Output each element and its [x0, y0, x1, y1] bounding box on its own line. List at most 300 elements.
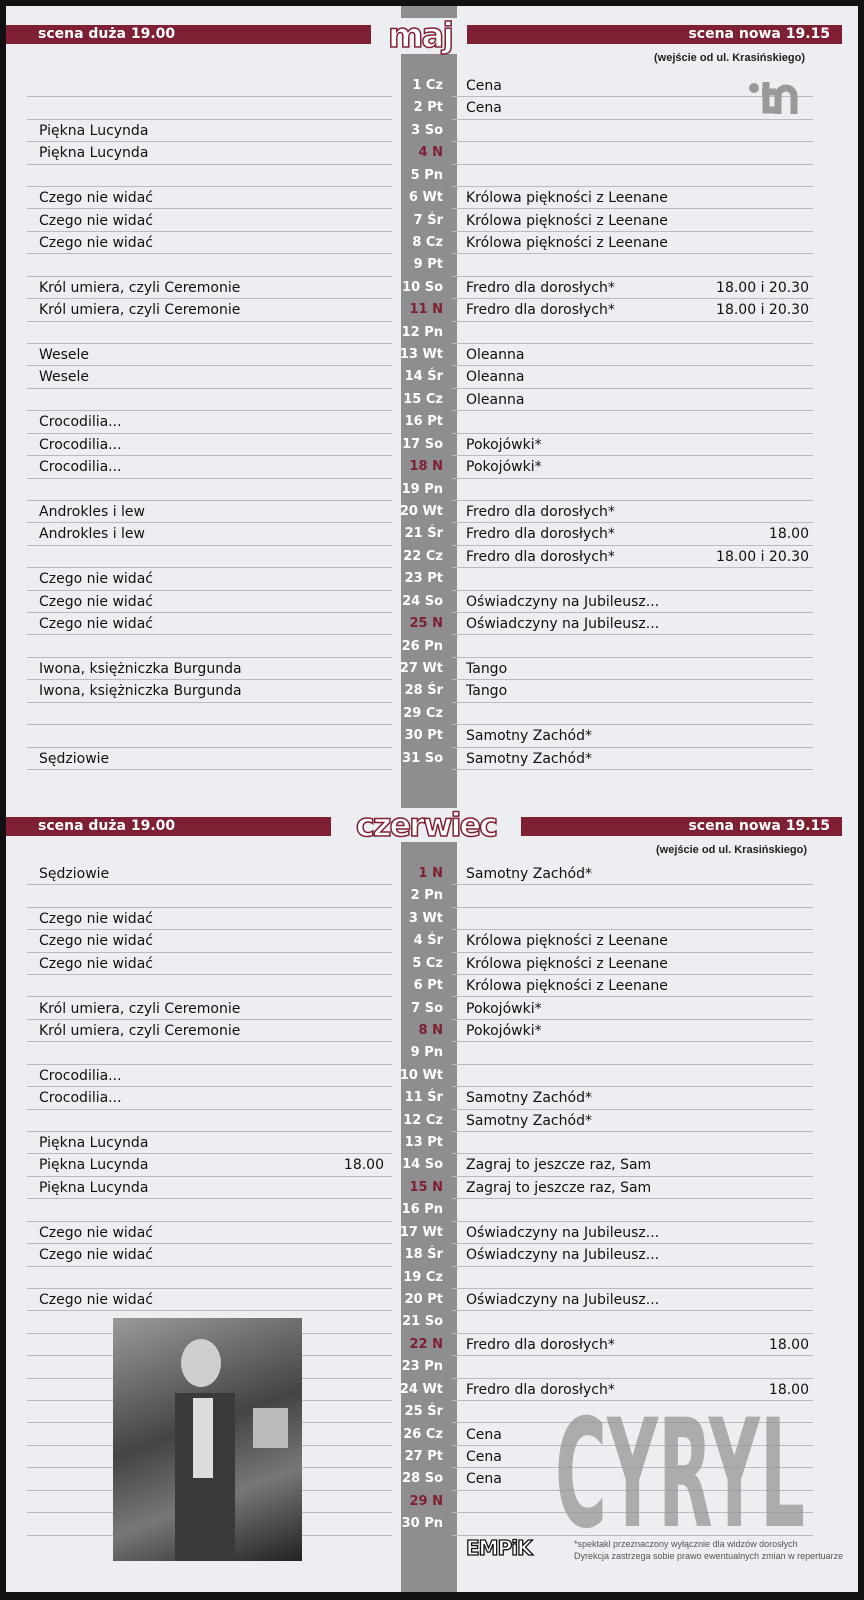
- scena-nowa-cell: [452, 1267, 813, 1289]
- right-show: Oświadczyny na Jubileusz...: [466, 616, 660, 633]
- scena-nowa-cell: [452, 613, 813, 635]
- scena-nowa-cell: [452, 165, 813, 187]
- date-label: 31 So: [402, 750, 443, 766]
- date-label: 14 So: [402, 1157, 443, 1173]
- right-show: Fredro dla dorosłych*: [466, 526, 615, 543]
- scena-duza-cell: [27, 1154, 392, 1176]
- left-show: Crocodilia...: [39, 1067, 122, 1084]
- schedule-row: [6, 165, 858, 187]
- date-label: 21 So: [402, 1314, 443, 1330]
- scena-duza-cell: [27, 908, 392, 930]
- scena-nowa-cell: [452, 1110, 813, 1132]
- schedule-row: [6, 479, 858, 501]
- schedule-row: [6, 389, 858, 411]
- scena-nowa-cell: [452, 523, 813, 545]
- cyryl-watermark-text: CYRYL: [555, 1414, 805, 1530]
- right-show: Pokojówki*: [466, 1000, 542, 1017]
- right-show: Pokojówki*: [466, 459, 542, 476]
- left-show: Crocodilia...: [39, 459, 122, 476]
- scena-duza-cell: [27, 725, 392, 747]
- left-show: Crocodilia...: [39, 436, 122, 453]
- right-show: Królowa piękności z Leenane: [466, 212, 668, 229]
- right-time: 18.00: [768, 1381, 809, 1398]
- scena-nowa-cell: [452, 568, 813, 590]
- footer-note: [574, 1538, 843, 1562]
- scena-nowa-cell: [452, 863, 813, 885]
- right-show: Cena: [466, 1426, 502, 1443]
- left-show: Iwona, księżniczka Burgunda: [39, 683, 242, 700]
- scena-duza-cell: [27, 1244, 392, 1266]
- right-show: Samotny Zachód*: [466, 1112, 592, 1129]
- date-label: 22 N: [409, 1336, 443, 1352]
- left-show: Czego nie widać: [39, 910, 153, 927]
- left-show: Czego nie widać: [39, 190, 153, 207]
- scena-duza-cell: [27, 591, 392, 613]
- date-label: 28 So: [402, 1471, 443, 1487]
- left-show: Czego nie widać: [39, 1224, 153, 1241]
- left-show: Król umiera, czyli Ceremonie: [39, 1022, 241, 1039]
- scena-duza-cell: [27, 636, 392, 658]
- actor-photo: [113, 1318, 302, 1561]
- june-left-header: scena duża 19.00: [6, 817, 336, 836]
- left-show: Androkles i lew: [39, 526, 145, 543]
- date-label: 2 Pt: [413, 100, 443, 116]
- scena-nowa-cell: [452, 479, 813, 501]
- date-label: 11 N: [409, 302, 443, 318]
- scena-nowa-cell: [452, 187, 813, 209]
- may-left-header: scena duża 19.00: [6, 25, 371, 44]
- scena-nowa-cell: [452, 299, 813, 321]
- scena-duza-cell: [27, 885, 392, 907]
- scena-nowa-cell: [452, 322, 813, 344]
- scena-duza-cell: [27, 411, 392, 433]
- left-show: Piękna Lucynda: [39, 1157, 149, 1174]
- scena-nowa-cell: [452, 1020, 813, 1042]
- date-label: 20 Wt: [399, 503, 443, 519]
- scena-nowa-cell: [452, 1199, 813, 1221]
- left-show: Czego nie widać: [39, 593, 153, 610]
- right-show: Samotny Zachód*: [466, 728, 592, 745]
- date-label: 5 Cz: [412, 955, 443, 971]
- scena-duza-cell: [27, 389, 392, 411]
- scena-duza-cell: [27, 456, 392, 478]
- scena-nowa-cell: [452, 142, 813, 164]
- schedule-row: [6, 568, 858, 590]
- right-show: Fredro dla dorosłych*: [466, 1336, 615, 1353]
- right-show: Cena: [466, 100, 502, 117]
- right-show: Fredro dla dorosłych*: [466, 503, 615, 520]
- right-show: Samotny Zachód*: [466, 750, 592, 767]
- scena-nowa-cell: [452, 885, 813, 907]
- right-show: Królowa piękności z Leenane: [466, 234, 668, 251]
- footer-disclaimer: Dyrekcja zastrzega sobie prawo ewentualnych zmian w repertuarze: [574, 1551, 844, 1561]
- date-label: 10 Wt: [399, 1067, 443, 1083]
- date-label: 16 Pt: [404, 414, 443, 430]
- scena-nowa-cell: [452, 930, 813, 952]
- date-label: 4 Śr: [413, 933, 443, 949]
- right-show: Tango: [466, 660, 508, 677]
- schedule-row: [6, 75, 858, 97]
- scena-nowa-cell: [452, 254, 813, 276]
- may-entrance-note: (wejście od ul. Krasińskiego): [654, 52, 805, 64]
- right-time: 18.00 i 20.30: [716, 302, 809, 319]
- june-right-header: scena nowa 19.15: [518, 817, 842, 836]
- scena-nowa-cell: [452, 389, 813, 411]
- scena-nowa-cell: [452, 998, 813, 1020]
- scena-nowa-cell: [452, 725, 813, 747]
- right-show: Królowa piękności z Leenane: [466, 978, 668, 995]
- scena-nowa-cell: [452, 658, 813, 680]
- schedule-row: [6, 210, 858, 232]
- date-label: 22 Cz: [403, 548, 443, 564]
- scena-duza-cell: [27, 1065, 392, 1087]
- date-label: 3 So: [411, 122, 443, 138]
- schedule-row: [6, 254, 858, 276]
- schedule-row: [6, 908, 858, 930]
- left-show: Androkles i lew: [39, 503, 145, 520]
- right-time: 18.00: [768, 1336, 809, 1353]
- left-show: Król umiera, czyli Ceremonie: [39, 302, 241, 319]
- scena-duza-cell: [27, 546, 392, 568]
- scena-duza-cell: [27, 863, 392, 885]
- date-label: 13 Pt: [404, 1135, 443, 1151]
- schedule-row: [6, 1244, 858, 1266]
- schedule-row: [6, 277, 858, 299]
- date-label: 1 Cz: [412, 78, 443, 93]
- scena-nowa-cell: [452, 210, 813, 232]
- right-show: Królowa piękności z Leenane: [466, 190, 668, 207]
- date-label: 26 Cz: [403, 1426, 443, 1442]
- scena-nowa-cell: [452, 1379, 813, 1401]
- scena-nowa-cell: [452, 411, 813, 433]
- date-label: 15 Cz: [403, 391, 443, 407]
- schedule-row: [6, 546, 858, 568]
- june-entrance-note: (wejście od ul. Krasińskiego): [656, 844, 807, 856]
- left-show: Czego nie widać: [39, 1247, 153, 1264]
- date-label: 12 Pn: [401, 324, 443, 340]
- schedule-row: [6, 142, 858, 164]
- scena-nowa-cell: [452, 1334, 813, 1356]
- date-label: 21 Śr: [404, 526, 443, 542]
- schedule-row: [6, 232, 858, 254]
- scena-nowa-cell: [452, 1042, 813, 1064]
- right-show: Oleanna: [466, 347, 525, 364]
- date-label: 14 Śr: [404, 369, 443, 385]
- date-label: 18 Śr: [404, 1247, 443, 1263]
- schedule-row: [6, 120, 858, 142]
- schedule-row: [6, 366, 858, 388]
- date-label: 16 Pn: [401, 1202, 443, 1218]
- scena-nowa-cell: [452, 636, 813, 658]
- scena-duza-cell: [27, 232, 392, 254]
- schedule-row: [6, 299, 858, 321]
- scena-nowa-cell: [452, 1065, 813, 1087]
- scena-nowa-cell: [452, 1244, 813, 1266]
- scena-nowa-cell: [452, 1356, 813, 1378]
- scena-nowa-cell: [452, 546, 813, 568]
- date-label: 19 Pn: [401, 481, 443, 497]
- scena-duza-cell: [27, 501, 392, 523]
- schedule-row: [6, 411, 858, 433]
- scena-duza-cell: [27, 277, 392, 299]
- scena-duza-cell: [27, 568, 392, 590]
- scena-duza-cell: [27, 703, 392, 725]
- schedule-row: [6, 187, 858, 209]
- right-show: Cena: [466, 1448, 502, 1465]
- scena-nowa-cell: [452, 748, 813, 770]
- scena-duza-cell: [27, 1132, 392, 1154]
- schedule-row: [6, 636, 858, 658]
- date-label: 25 N: [409, 616, 443, 632]
- schedule-row: [6, 885, 858, 907]
- date-label: 29 N: [409, 1493, 443, 1509]
- left-show: Czego nie widać: [39, 933, 153, 950]
- scena-duza-cell: [27, 658, 392, 680]
- left-show: Sędziowie: [39, 866, 110, 882]
- date-label: 8 N: [418, 1022, 443, 1038]
- left-show: Wesele: [39, 347, 90, 364]
- scena-duza-cell: [27, 299, 392, 321]
- date-label: 30 Pn: [401, 1516, 443, 1532]
- left-show: Crocodilia...: [39, 414, 122, 431]
- right-show: Oświadczyny na Jubileusz...: [466, 1224, 660, 1241]
- date-label: 19 Cz: [403, 1269, 443, 1285]
- scena-nowa-cell: [452, 680, 813, 702]
- left-show: Król umiera, czyli Ceremonie: [39, 279, 241, 296]
- scena-duza-cell: [27, 1222, 392, 1244]
- scena-duza-cell: [27, 254, 392, 276]
- left-show: Czego nie widać: [39, 571, 153, 588]
- scena-duza-cell: [27, 523, 392, 545]
- scena-duza-cell: [27, 998, 392, 1020]
- left-show: Czego nie widać: [39, 1291, 153, 1308]
- may-right-header: scena nowa 19.15: [467, 25, 842, 44]
- date-label: 6 Wt: [408, 190, 443, 206]
- right-show: Samotny Zachód*: [466, 866, 592, 882]
- theatre-logo: [748, 78, 808, 122]
- date-label: 5 Pn: [410, 167, 443, 183]
- date-label: 8 Cz: [412, 234, 443, 250]
- schedule-row: [6, 1087, 858, 1109]
- right-show: Pokojówki*: [466, 436, 542, 453]
- date-label: 3 Wt: [408, 910, 443, 926]
- left-show: Sędziowie: [39, 750, 110, 767]
- scena-duza-cell: [27, 210, 392, 232]
- scena-nowa-cell: [452, 908, 813, 930]
- program-sheet: [6, 6, 858, 1592]
- scena-duza-cell: [27, 680, 392, 702]
- left-show: Czego nie widać: [39, 234, 153, 251]
- right-show: Oleanna: [466, 391, 525, 408]
- date-label: 15 N: [409, 1179, 443, 1195]
- date-label: 17 Wt: [399, 1224, 443, 1240]
- date-label: 27 Wt: [399, 660, 443, 676]
- date-label: 24 Wt: [399, 1381, 443, 1397]
- schedule-row: [6, 434, 858, 456]
- scena-duza-cell: [27, 1199, 392, 1221]
- right-show: Fredro dla dorosłych*: [466, 302, 615, 319]
- schedule-row: [6, 501, 858, 523]
- right-show: Fredro dla dorosłych*: [466, 548, 615, 565]
- scena-nowa-cell: [452, 456, 813, 478]
- date-label: 9 Pt: [413, 257, 443, 273]
- schedule-row: [6, 322, 858, 344]
- scena-nowa-cell: [452, 591, 813, 613]
- left-show: Czego nie widać: [39, 955, 153, 972]
- schedule-row: [6, 680, 858, 702]
- scena-nowa-cell: [452, 1222, 813, 1244]
- footer-adult-note: *spektakl przeznaczony wyłącznie dla widzów dorosłych: [574, 1539, 798, 1549]
- scena-duza-cell: [27, 953, 392, 975]
- left-show: Czego nie widać: [39, 616, 153, 633]
- scena-duza-cell: [27, 366, 392, 388]
- scena-duza-cell: [27, 1289, 392, 1311]
- schedule-row: [6, 1289, 858, 1311]
- empik-logo: EMPiK: [466, 1536, 532, 1560]
- date-label: 25 Śr: [404, 1404, 443, 1420]
- scena-duza-cell: [27, 120, 392, 142]
- left-show: Król umiera, czyli Ceremonie: [39, 1000, 241, 1017]
- right-show: Oświadczyny na Jubileusz...: [466, 1247, 660, 1264]
- scena-duza-cell: [27, 187, 392, 209]
- scena-nowa-cell: [452, 501, 813, 523]
- scena-duza-cell: [27, 1267, 392, 1289]
- left-show: Piękna Lucynda: [39, 1135, 149, 1152]
- right-show: Królowa piękności z Leenane: [466, 955, 668, 972]
- date-label: 28 Śr: [404, 683, 443, 699]
- right-time: 18.00: [768, 526, 809, 543]
- scena-nowa-cell: [452, 1132, 813, 1154]
- scena-nowa-cell: [452, 703, 813, 725]
- schedule-row: [6, 1267, 858, 1289]
- scena-duza-cell: [27, 1042, 392, 1064]
- right-show: Królowa piękności z Leenane: [466, 933, 668, 950]
- date-label: 7 So: [411, 1000, 443, 1016]
- scena-nowa-cell: [452, 120, 813, 142]
- right-show: Cena: [466, 1471, 502, 1488]
- left-show: Piękna Lucynda: [39, 122, 149, 139]
- date-label: 1 N: [418, 866, 443, 881]
- schedule-row: [6, 658, 858, 680]
- schedule-row: [6, 1020, 858, 1042]
- schedule-row: [6, 344, 858, 366]
- scena-duza-cell: [27, 75, 392, 97]
- date-label: 6 Pt: [413, 978, 443, 994]
- date-label: 23 Pn: [401, 1359, 443, 1375]
- cyryl-watermark: [555, 1414, 807, 1530]
- schedule-row: [6, 97, 858, 119]
- right-show: Tango: [466, 683, 508, 700]
- scena-duza-cell: [27, 97, 392, 119]
- date-label: 10 So: [402, 279, 443, 295]
- scena-nowa-cell: [452, 1177, 813, 1199]
- left-time: 18.00: [343, 1157, 384, 1174]
- right-show: Samotny Zachód*: [466, 1090, 592, 1107]
- date-label: 24 So: [402, 593, 443, 609]
- scena-duza-cell: [27, 1110, 392, 1132]
- scena-duza-cell: [27, 975, 392, 997]
- date-label: 27 Pt: [404, 1448, 443, 1464]
- date-label: 23 Pt: [404, 571, 443, 587]
- schedule-row: [6, 1042, 858, 1064]
- schedule-row: [6, 953, 858, 975]
- scena-nowa-cell: [452, 366, 813, 388]
- date-label: 18 N: [409, 459, 443, 475]
- right-show: Oleanna: [466, 369, 525, 386]
- schedule-row: [6, 1110, 858, 1132]
- date-label: 7 Śr: [413, 212, 443, 228]
- scena-nowa-cell: [452, 1154, 813, 1176]
- right-show: Fredro dla dorosłych*: [466, 279, 615, 296]
- schedule-row: [6, 863, 858, 885]
- date-label: 29 Cz: [403, 705, 443, 721]
- right-show: Oświadczyny na Jubileusz...: [466, 593, 660, 610]
- date-label: 20 Pt: [404, 1291, 443, 1307]
- date-label: 4 N: [418, 145, 443, 161]
- scena-nowa-cell: [452, 344, 813, 366]
- schedule-row: [6, 613, 858, 635]
- scena-duza-cell: [27, 613, 392, 635]
- right-show: Zagraj to jeszcze raz, Sam: [466, 1179, 652, 1196]
- scena-nowa-cell: [452, 975, 813, 997]
- scena-nowa-cell: [452, 1289, 813, 1311]
- right-show: Zagraj to jeszcze raz, Sam: [466, 1157, 652, 1174]
- date-label: 26 Pn: [401, 638, 443, 654]
- schedule-row: [6, 1154, 858, 1176]
- may-title: maj: [380, 18, 460, 54]
- schedule-row: [6, 975, 858, 997]
- left-show: Czego nie widać: [39, 212, 153, 229]
- schedule-row: [6, 703, 858, 725]
- schedule-row: [6, 1199, 858, 1221]
- schedule-row: [6, 591, 858, 613]
- scena-duza-cell: [27, 322, 392, 344]
- june-title: czerwiec: [331, 808, 521, 842]
- schedule-row: [6, 456, 858, 478]
- scena-duza-cell: [27, 434, 392, 456]
- schedule-row: [6, 1065, 858, 1087]
- scena-duza-cell: [27, 165, 392, 187]
- schedule-row: [6, 748, 858, 770]
- schedule-row: [6, 1222, 858, 1244]
- scena-duza-cell: [27, 748, 392, 770]
- scena-duza-cell: [27, 142, 392, 164]
- scena-nowa-cell: [452, 277, 813, 299]
- schedule-row: [6, 523, 858, 545]
- right-show: Cena: [466, 78, 502, 94]
- date-label: 2 Pn: [410, 888, 443, 904]
- right-time: 18.00 i 20.30: [716, 279, 809, 296]
- right-show: Oświadczyny na Jubileusz...: [466, 1291, 660, 1308]
- date-label: 17 So: [402, 436, 443, 452]
- scena-duza-cell: [27, 930, 392, 952]
- schedule-row: [6, 1177, 858, 1199]
- schedule-row: [6, 998, 858, 1020]
- right-show: Fredro dla dorosłych*: [466, 1381, 615, 1398]
- left-show: Crocodilia...: [39, 1090, 122, 1107]
- scena-duza-cell: [27, 344, 392, 366]
- left-show: Wesele: [39, 369, 90, 386]
- date-label: 9 Pn: [410, 1045, 443, 1061]
- scena-nowa-cell: [452, 232, 813, 254]
- date-label: 11 Śr: [404, 1090, 443, 1106]
- left-show: Iwona, księżniczka Burgunda: [39, 660, 242, 677]
- left-show: Piękna Lucynda: [39, 1179, 149, 1196]
- schedule-row: [6, 725, 858, 747]
- scena-duza-cell: [27, 1087, 392, 1109]
- date-label: 30 Pt: [404, 728, 443, 744]
- schedule-row: [6, 1132, 858, 1154]
